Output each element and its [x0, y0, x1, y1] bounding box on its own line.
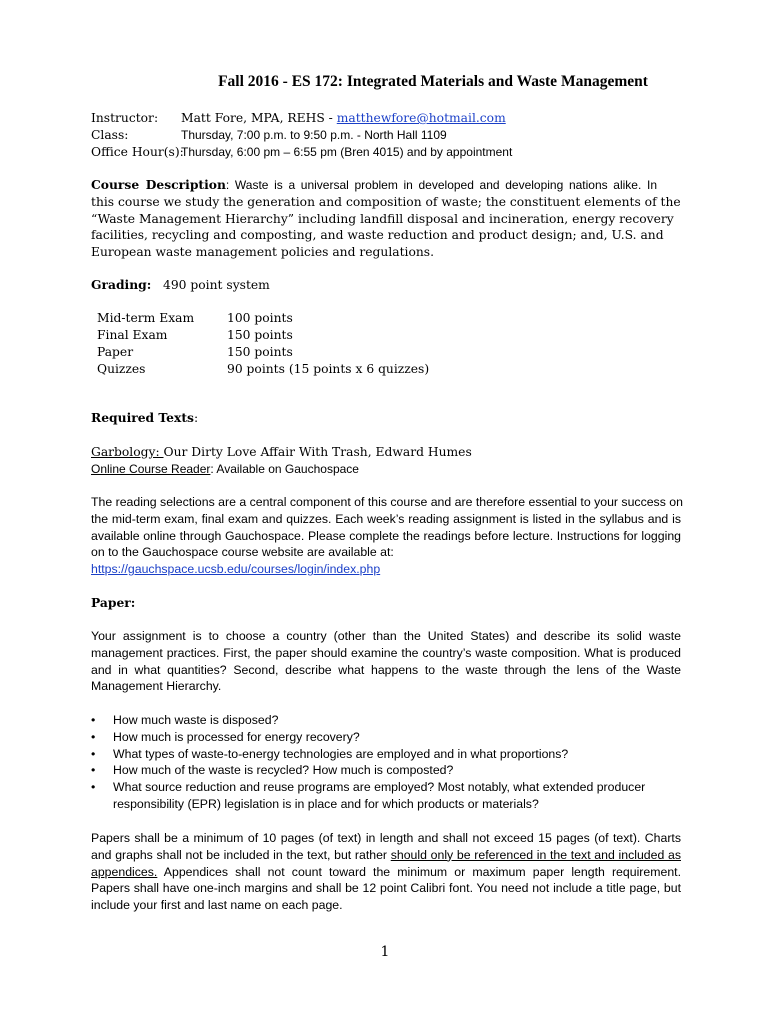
course-description-line: this course we study the generation and composition of waste; the constituent elements of the: [91, 194, 681, 209]
grade-item-value: 150 points: [227, 345, 293, 359]
paper-intro-line: management practices. First, the paper should examine the country’s waste composition. What is produced: [91, 645, 681, 660]
reading-line: on to the Gauchospace course website are available at:: [91, 545, 394, 560]
document-title: Fall 2016 - ES 172: Integrated Materials and Waste Management: [218, 73, 648, 90]
gauchospace-link[interactable]: https://gauchspace.ucsb.edu/courses/login/index.php: [91, 562, 381, 577]
grading-system: 490 point system: [163, 278, 270, 292]
bullet-icon: •: [91, 746, 96, 761]
office-hours-label: Office Hour(s):: [91, 145, 184, 159]
course-description-line: Course Description: Waste is a universal problem in developed and developing nations alike. In: [91, 177, 657, 192]
list-item: • How much of the waste is recycled? How much is composted?: [91, 763, 454, 778]
grade-item-label: Paper: [97, 345, 134, 359]
class-value: Thursday, 7:00 p.m. to 9:50 p.m. - North Hall 1109: [181, 128, 447, 142]
course-reader-line: [91, 461, 359, 478]
bullet-icon: •: [91, 729, 96, 744]
instructor-value: Matt Fore, MPA, REHS -: [181, 111, 337, 125]
list-item: • How much is processed for energy recovery?: [91, 729, 360, 744]
grading-heading: Grading:: [91, 277, 152, 292]
paper-requirements: [91, 830, 681, 914]
course-description-line: European waste management policies and regulations.: [91, 245, 434, 260]
list-item: • What source reduction and reuse programs are employed? Most notably, what extended producer responsibility (EPR) legislation is in place and for which products or materials?: [91, 780, 646, 811]
bullet-icon: •: [91, 713, 96, 727]
paper-intro: [91, 628, 681, 695]
reading-line: available online through Gauchospace. Please complete the readings before lecture. Instructions for logging: [91, 528, 681, 543]
bullet-icon: •: [91, 780, 96, 795]
list-item: • What types of waste-to-energy technologies are employed and in what proportions?: [91, 746, 569, 761]
gauchospace-line: [91, 561, 681, 578]
textbook-details: Our Dirty Love Affair With Trash, Edward Humes: [163, 445, 472, 459]
course-description: [91, 177, 681, 261]
grade-item-value: 100 points: [227, 311, 293, 325]
grade-item-label: Quizzes: [97, 362, 146, 376]
reading-paragraph: [91, 494, 681, 578]
grading-line: [91, 277, 270, 294]
list-item: • How much waste is disposed?: [91, 713, 279, 727]
paper-intro-line: Management Hierarchy.: [91, 679, 222, 694]
requirements-line: Papers shall have one-inch margins and shall be 12 point Calibri font. You need not include a title page, but: [91, 881, 681, 896]
grade-item-label: Mid-term Exam: [97, 311, 195, 325]
grade-item-label: Final Exam: [97, 328, 168, 342]
required-texts-line: Required Texts:: [91, 410, 199, 425]
paper-heading: Paper:: [91, 595, 136, 610]
course-description-line: facilities, recycling and composting, and waste reduction and product design; and, U.S. and: [91, 228, 664, 243]
requirements-line: Papers shall be a minimum of 10 pages (of text) in length and shall not exceed 15 pages (of text). Charts: [91, 831, 681, 845]
office-hours-value: Thursday, 6:00 pm – 6:55 pm (Bren 4015) and by appointment: [181, 145, 513, 159]
requirements-line: appendices. Appendices shall not count toward the minimum or maximum paper length requirement.: [91, 864, 681, 879]
required-texts-heading: Required Texts: [91, 410, 194, 425]
textbook-title: Garbology:: [91, 445, 164, 459]
instructor-line: [181, 110, 506, 127]
requirements-line: and graphs shall not be included in the text, but rather should only be referenced in the text and included as: [91, 847, 681, 862]
textbook-line: [91, 444, 472, 461]
reading-line: the mid-term exam, final exam and quizzes. Each week’s reading assignment is listed in the syllabus and is: [91, 511, 681, 526]
grade-item-value: 90 points (15 points x 6 quizzes): [227, 362, 430, 376]
instructor-email-link[interactable]: matthewfore@hotmail.com: [336, 111, 506, 125]
reading-line: The reading selections are a central component of this course and are therefore essential to your success on: [91, 495, 683, 509]
requirements-line: include your first and last name on each page.: [91, 898, 343, 913]
course-description-heading: Course Description: [91, 177, 226, 192]
paper-intro-line: and in what quantities? Second, describe what happens to the waste through the lens of the Waste: [91, 662, 681, 677]
paper-intro-line: Your assignment is to choose a country (other than the United States) and describe its solid waste: [91, 629, 681, 643]
course-reader-details: : Available on Gauchospace: [210, 462, 359, 476]
grade-item-value: 150 points: [227, 328, 293, 342]
course-description-line: “Waste Management Hierarchy” including landfill disposal and incineration, energy recovery: [91, 211, 674, 226]
course-reader-title: Online Course Reader: [91, 462, 211, 476]
class-label: Class:: [91, 128, 129, 142]
paper-questions-list: [91, 712, 681, 813]
page-number: 1: [380, 944, 390, 960]
instructor-label: Instructor:: [91, 111, 159, 125]
bullet-icon: •: [91, 763, 96, 778]
